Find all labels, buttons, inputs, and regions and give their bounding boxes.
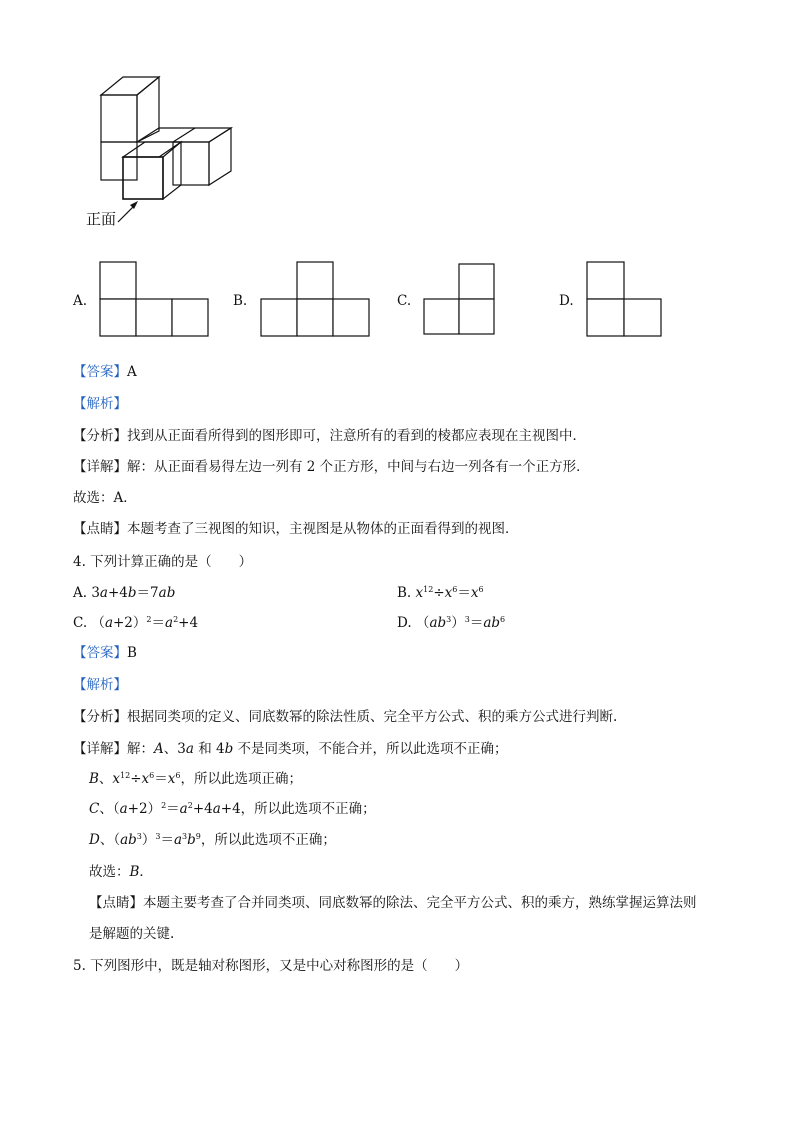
q4-dianjing-line: [89, 891, 697, 911]
q4-option-c: C. $(a+2)^2=a^2+4$: [73, 615, 199, 631]
xiangjie-tag: 【详解】: [73, 741, 127, 757]
q3-analysis-tag: 【解析】: [73, 396, 127, 412]
q4-option-d: D. $(ab^3)^3=ab^6$: [397, 615, 506, 631]
q3-fenxi-line: [73, 424, 586, 444]
q4-guxuan-line: 故选：B．: [89, 864, 153, 880]
q3-guxuan: 故选：A．: [73, 490, 137, 506]
option-c-label: C.: [397, 293, 412, 309]
q4-answer-line: [73, 641, 137, 661]
dianjing-tag: 【点睛】: [73, 521, 127, 537]
option-d-label: D.: [559, 293, 574, 309]
q3-answer-line: [73, 360, 137, 380]
q4-option-b: B. $x^{12}\div x^6=x^6$: [397, 585, 484, 601]
q4-guxuan-answer: B: [129, 864, 140, 880]
fenxi-tag: 【分析】: [73, 709, 127, 725]
d-text: ，所以此选项不正确；: [200, 832, 336, 848]
q4-fenxi: 根据同类项的定义、同底数幂的除法性质、完全平方公式、积的乘方公式进行判断.: [127, 709, 618, 725]
q4-dianjing-1: 本题主要考查了合并同类项、同底数幂的除法、完全平方公式、积的乘方，熟练掌握运算法则: [143, 895, 697, 911]
answer-tag: 【答案】: [73, 364, 127, 380]
q3-dianjing: 本题考查了三视图的知识，主视图是从物体的正面看得到的视图．: [127, 521, 519, 537]
q4-dianjing-2: 是解题的关键.: [89, 926, 175, 942]
xiangjie-tag: 【详解】: [73, 459, 127, 475]
q3-answer: A: [127, 364, 137, 380]
q4-option-a: A. 3a+4b＝7ab: [73, 585, 176, 601]
q4-xiangjie-c: C、$(a+2)^2=a^2+4a+4$，所以此选项不正确；: [89, 801, 376, 817]
q4-xiangjie-b: B、$x^{12}\div x^6=x^6$，所以此选项正确；: [89, 771, 302, 787]
q4-xiangjie-a: 【详解】解：A、3a 和 4b 不是同类项，不能合并，所以此选项不正确；: [73, 741, 508, 757]
q4-stem: 4. 下列计算正确的是（ ）: [73, 554, 253, 570]
dianjing-tag: 【点睛】: [89, 895, 143, 911]
front-label: 正面: [86, 210, 117, 228]
q4-guxuan: 故选：: [89, 864, 130, 880]
option-a-label: A.: [73, 293, 88, 309]
q3-xiangjie-line: [73, 455, 590, 475]
fenxi-tag: 【分析】: [73, 428, 127, 444]
answer-tag: 【答案】: [73, 645, 127, 661]
q3-fenxi: 找到从正面看所得到的图形即可，注意所有的看到的棱都应表现在主视图中．: [127, 428, 586, 444]
b-text: ，所以此选项正确；: [180, 771, 302, 787]
q4-analysis-tag: 【解析】: [73, 677, 127, 693]
q5-stem: 5. 下列图形中，既是轴对称图形，又是中心对称图形的是（ ）: [73, 958, 469, 974]
q4-fenxi-line: [73, 705, 617, 725]
q3-xiangjie: 解：从正面看易得左边一列有 2 个正方形，中间与右边一列各有一个正方形．: [127, 459, 590, 475]
q4-xiangjie-d: D、$(ab^3)^3=a^3b^9$，所以此选项不正确；: [89, 832, 336, 848]
q3-dianjing-line: [73, 517, 519, 537]
q4-answer: B: [127, 645, 137, 661]
xiangjie-prefix: 解：: [127, 741, 154, 757]
option-d-figure: [0, 0, 793, 340]
option-b-label: B.: [233, 293, 248, 309]
